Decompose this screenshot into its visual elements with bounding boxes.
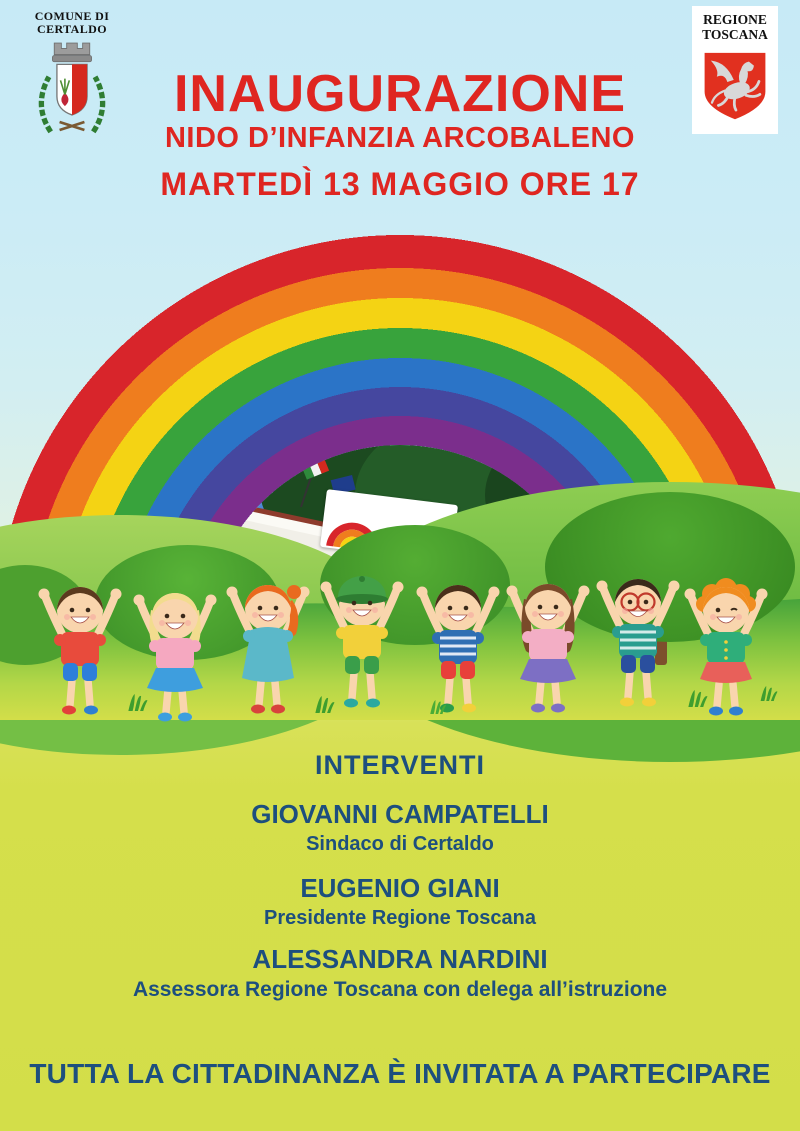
grass-tuft [315, 696, 337, 713]
child-boy-striped-blue [408, 550, 508, 725]
speaker-role: Presidente Regione Toscana [264, 907, 536, 929]
comune-certaldo-logo [12, 10, 132, 143]
poster-title: INAUGURAZIONE [173, 65, 627, 123]
child-girl-redhead-teal [218, 550, 318, 725]
toscana-pegasus-shield-icon [700, 47, 770, 127]
grass-tuft [128, 694, 150, 711]
speaker-role: Sindaco di Certaldo [306, 833, 494, 855]
speaker-role: Assessora Regione Toscana con delega all’istruzione [132, 978, 668, 1001]
poster-subtitle: NIDO D’INFANZIA ARCOBALENO [164, 122, 635, 154]
speaker-name: ALESSANDRA NARDINI [252, 944, 548, 974]
comune-logo-line2: CERTALDO [37, 21, 107, 36]
certaldo-coat-of-arms-icon [23, 36, 121, 138]
grass-tuft [688, 690, 710, 707]
regione-toscana-logo [692, 6, 778, 134]
child-boy-red-shirt [30, 552, 130, 727]
speaker-name: EUGENIO GIANI [300, 873, 500, 903]
invitation-text: TUTTA LA CITTADINANZA È INVITATA A PARTECIPARE [29, 1058, 771, 1089]
program-heading: INTERVENTI [314, 750, 486, 780]
child-girl-brown-hair-purple [498, 549, 598, 724]
regione-logo-line1: REGIONE [703, 12, 767, 27]
speaker-name: GIOVANNI CAMPATELLI [251, 799, 549, 829]
event-datetime: MARTEDÌ 13 MAGGIO ORE 17 [160, 166, 640, 202]
regione-logo-line2: TOSCANA [702, 26, 768, 42]
grass-tuft [760, 686, 780, 701]
child-boy-glasses-teal [588, 544, 688, 719]
comune-logo-line1: COMUNE DI [34, 9, 110, 23]
child-boy-green-cap [312, 545, 412, 720]
grass-tuft [430, 700, 448, 714]
